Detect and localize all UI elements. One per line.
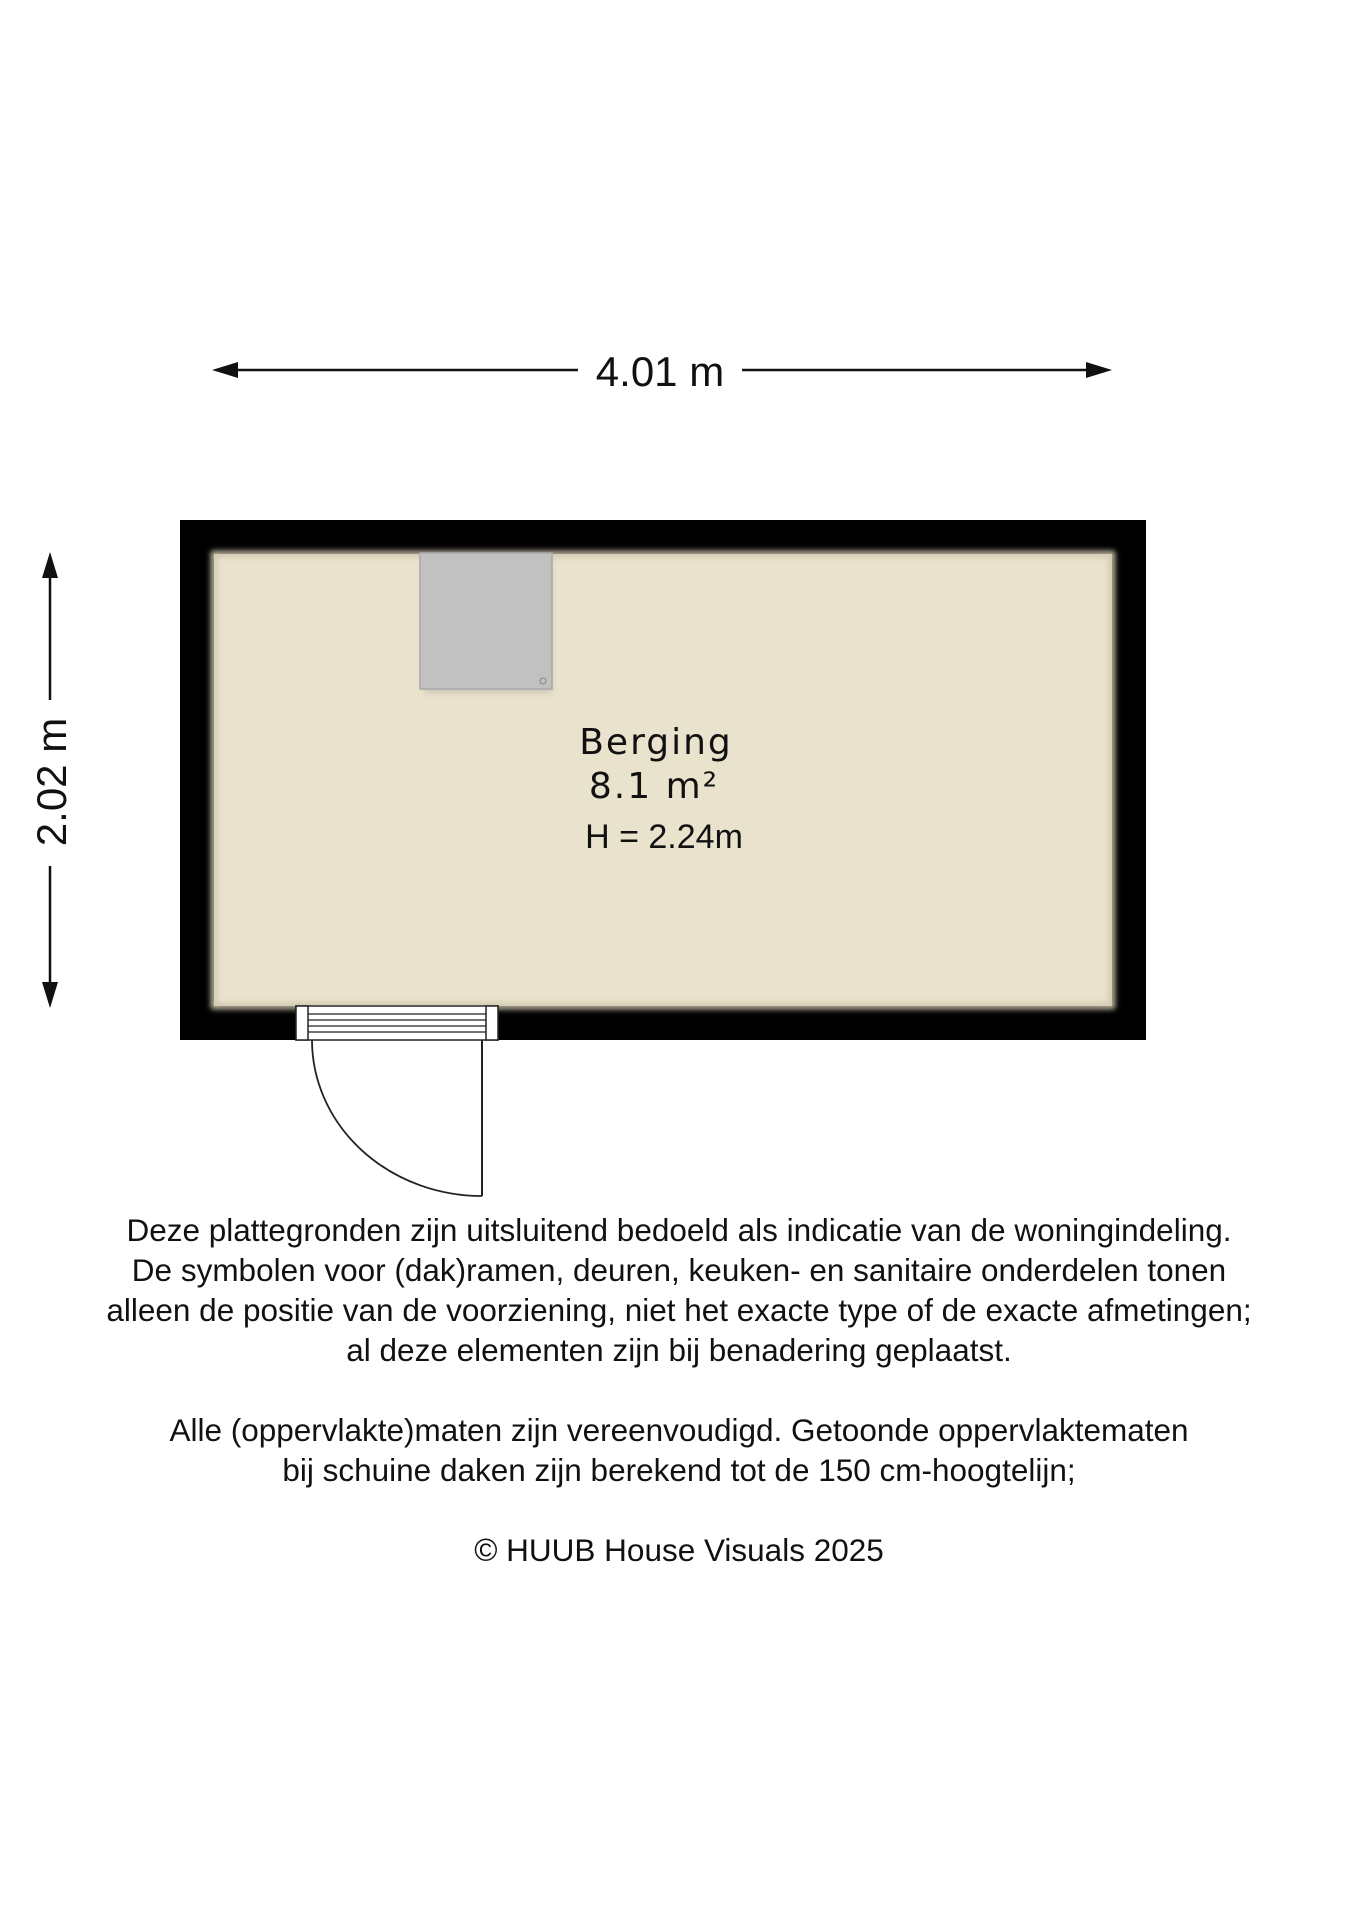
room-name: Berging [579, 722, 733, 763]
disclaimer [0, 1210, 1358, 1570]
disclaimer-line: De symbolen voor (dak)ramen, deuren, keuken- en sanitaire onderdelen tonen [131, 1252, 1227, 1288]
arrow-left-icon [212, 362, 238, 378]
entrance-door [296, 1005, 498, 1196]
arrow-down-icon [42, 982, 58, 1008]
disclaimer-line: bij schuine daken zijn berekend tot de 150 cm-hoogtelijn; [282, 1452, 1076, 1488]
copyright-text: © HUUB House Visuals 2025 [474, 1532, 884, 1568]
arrow-right-icon [1086, 362, 1112, 378]
disclaimer-line: alleen de positie van de voorziening, niet het exacte type of de exacte afmetingen; [106, 1292, 1252, 1328]
height-dimension [28, 552, 75, 1008]
arrow-up-icon [42, 552, 58, 578]
disclaimer-line: Alle (oppervlakte)maten zijn vereenvoudigd. Getoonde oppervlaktematen [169, 1412, 1189, 1448]
width-dimension [212, 348, 1112, 395]
room-area: 8.1 m² [588, 766, 720, 807]
storage-unit [420, 553, 552, 693]
disclaimer-line: Deze plattegronden zijn uitsluitend bedoeld als indicatie van de woningindeling. [126, 1212, 1232, 1248]
room-label [579, 722, 743, 856]
room-height: H = 2.24m [585, 818, 743, 856]
door-swing-arc [312, 1040, 482, 1196]
disclaimer-line: al deze elementen zijn bij benadering geplaatst. [346, 1332, 1012, 1368]
height-label: 2.02 m [28, 717, 75, 847]
width-label: 4.01 m [595, 348, 725, 395]
